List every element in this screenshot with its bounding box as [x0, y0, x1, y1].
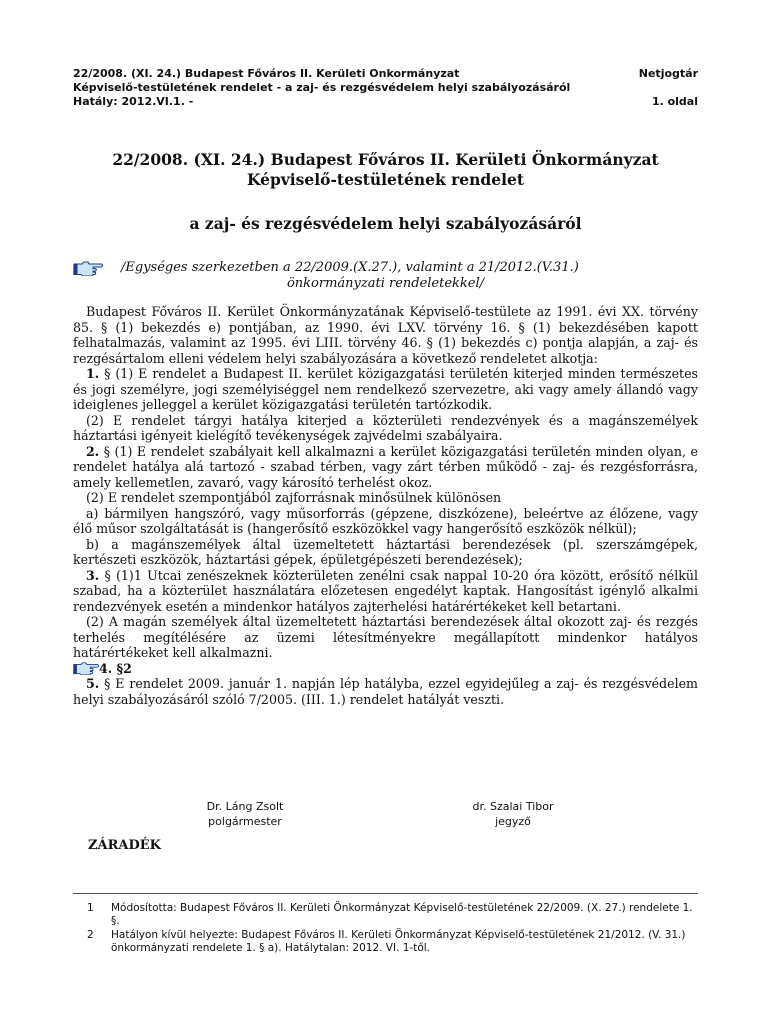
section-1 [73, 366, 698, 413]
section-3 [73, 568, 698, 615]
header-source: Netjogtár [638, 67, 698, 80]
section-4 [73, 661, 698, 677]
section-number: 5. [86, 676, 100, 691]
signature-mayor [145, 799, 345, 829]
section-2-point-a: a) bármilyen hangszóró, vagy műsorforrás (gépzene, diszkózene), beleértve az élőzene, vagy élő műsor szolgáltatását is (hangerősítő eszközökkel vagy hangerősítő eszközök nélkül); [73, 505, 698, 536]
section-text: § E rendelet 2009. január 1. napján lép hatályba, ezzel egyidejűleg a zaj- és rezgésvédelem helyi szabályozásáról szóló 7/2005. (III. 1.) rendelet hatályát veszti. [73, 676, 698, 707]
section-text: § (1) E rendelet szabályait kell alkalmazni a kerület közigazgatási területén minden olyan, e rendelet hatálya alá tartozó - szabad térben, vagy zárt térben működő - zaj- és rezgésforrásra, amely kellemetlen, zavaró, vagy károsító terhelést okoz. [73, 443, 698, 490]
section-2-point-b: b) a magánszemélyek által üzemeltetett háztartási berendezések (pl. szerszámgépek, kertészeti eszközök, háztartási gépek, épületgépészeti berendezések); [73, 536, 698, 567]
section-number: 3. [86, 567, 100, 583]
header-effect: Hatály: 2012.VI.1. - [73, 95, 194, 108]
signer-role: polgármester [208, 815, 282, 828]
section-4-text: 4. §2 [99, 660, 132, 676]
document-body [73, 304, 698, 707]
footnotes [73, 902, 698, 956]
footnote [73, 929, 698, 955]
pointing-hand-icon[interactable] [73, 661, 99, 675]
section-1-paragraph-2: (2) E rendelet tárgyi hatálya kiterjed a közterületi rendezvények és a magánszemélyek háztartási igényeit kielégítő tevékenységek zajvédelmi szabályaira. [73, 412, 698, 443]
pointing-hand-icon[interactable] [73, 260, 103, 276]
header-citation: 22/2008. (XI. 24.) Budapest Főváros II. Kerületi Onkormányzat [73, 67, 460, 80]
signer-name: Dr. Láng Zsolt [206, 800, 284, 813]
section-3-paragraph-2: (2) A magán személyek által üzemeltetett háztartási berendezések által okozott zaj- és rezgés terhelés megítélésére az üzemi létesítményekre megállapított mindenkor hatályos határértékeket kell alkalmazni. [73, 614, 698, 660]
section-2-paragraph-2: (2) E rendelet szempontjából zajforrásnak minősülnek különösen [86, 490, 502, 505]
amendment-note [73, 260, 698, 292]
amendment-line-2: önkormányzati rendeletekkel/ [286, 276, 485, 291]
section-text: § (1)1 Utcai zenészeknek közterületen zenélni csak nappal 10-20 óra között, erősítő nélkül szabad, ha a közterület használatára előzetesen engedélyt kaptak. Hangosítást igénylő alkalmi rendezvények esetén a mindenkor hatályos zajterhelési határértékeket kell betartani. [73, 567, 698, 614]
section-number: 2. [86, 443, 100, 459]
footnote-text: Hatályon kívül helyezte: Budapest Főváros II. Kerületi Önkormányzat Képviselő-testületének 21/2012. (V. 31.) önkormányzati rendelete 1. § a). Hatálytalan: 2012. VI. 1-től. [111, 929, 686, 954]
section-text: § (1) E rendelet a Budapest II. kerület közigazgatási területén kiterjed minden természetes és jogi személyre, jogi személyiséggel nem rendelkező szervezetre, aki vagy amely állandó vagy ideiglenes jelleggel a kerület közigazgatási területén tartózkodik. [73, 366, 698, 412]
amendment-line-1: /Egységes szerkezetben a 22/2009.(X.27.), valamint a 21/2012.(V.31.) [121, 260, 579, 275]
section-2 [73, 444, 698, 491]
closing-clause-heading: ZÁRADÉK [88, 838, 161, 853]
signature-notary [413, 799, 613, 829]
footnote [73, 902, 698, 928]
document-title [73, 150, 698, 190]
footnote-number: 2 [87, 929, 94, 941]
header-title: Képviselő-testületének rendelet - a zaj- és rezgésvédelem helyi szabályozásáról [73, 81, 571, 94]
running-header [73, 67, 698, 109]
title-line-2: Képviselő-testületének rendelet [246, 170, 525, 189]
header-page-number: 1. oldal [651, 95, 698, 108]
footnote-text: Módosította: Budapest Főváros II. Kerületi Önkormányzat Képviselő-testületének 22/2009. (X. 27.) rendelete 1. §. [111, 902, 693, 927]
section-number: 1. [86, 366, 100, 381]
title-line-1: 22/2008. (XI. 24.) Budapest Főváros II. Kerületi Önkormányzat [112, 150, 659, 169]
preamble: Budapest Főváros II. Kerület Önkormányzatának Képviselő-testülete az 1991. évi XX. törvény 85. § (1) bekezdés e) pontjában, az 1990. évi LXV. törvény 16. § (1) bekezdésében kapott felhatalmazás, valamint az 1995. évi LIII. törvény 46. § (1) bekezdés c) pontja alapján, a zaj- és rezgésártalom elleni védelem helyi szabályozására a következő rendeletet alkotja: [73, 304, 698, 366]
document-subtitle: a zaj- és rezgésvédelem helyi szabályozásáról [189, 214, 582, 233]
signer-name: dr. Szalai Tibor [472, 800, 554, 813]
footnote-number: 1 [87, 902, 94, 914]
section-5 [73, 676, 698, 707]
signer-role: jegyző [495, 815, 531, 828]
footnote-divider [73, 893, 698, 894]
